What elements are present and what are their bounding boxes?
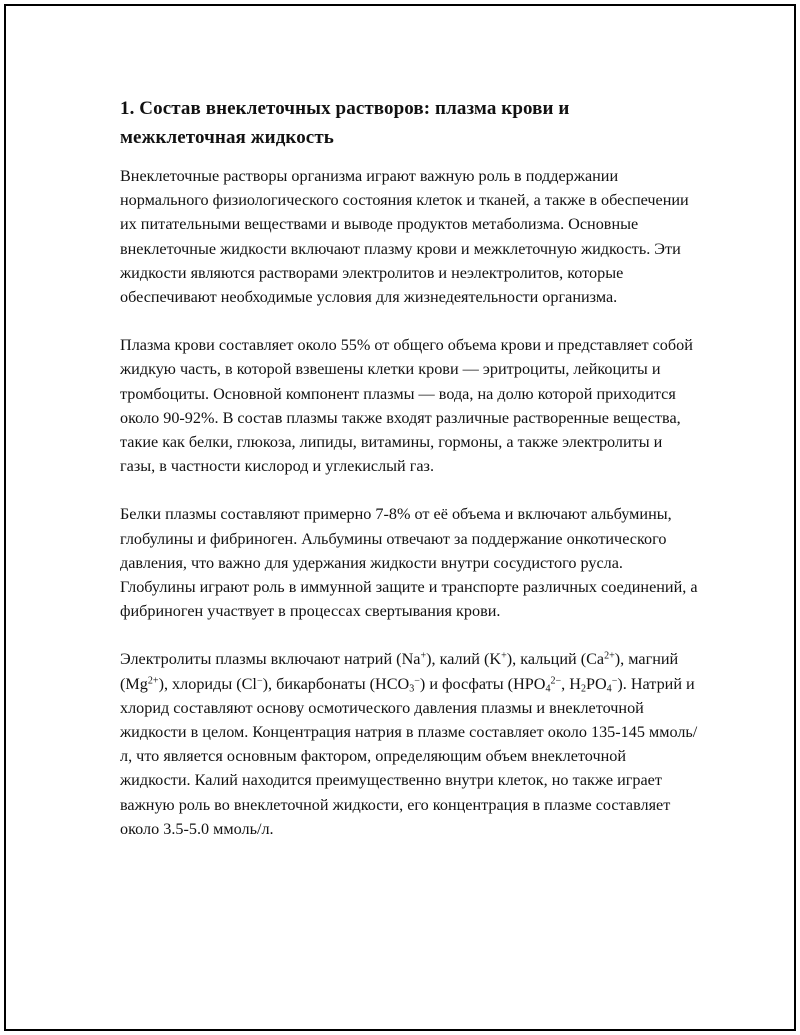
document-page bbox=[4, 4, 796, 1031]
paragraph-blood-plasma: Плазма крови составляет около 55% от общего объема крови и представляет собой жидкую часть, в которой взвешены клетки крови — эритроциты, лейкоциты и тромбоциты. Основной компонент плазмы — вода, на долю которой приходится около 90-92%. В состав плазмы также входят различные растворенные вещества, такие как белки, глюкоза, липиды, витамины, гормоны, а также электролиты и газы, в частности кислород и углекислый газ. bbox=[120, 336, 693, 476]
paragraph-plasma-electrolytes: Электролиты плазмы включают натрий (Na+), калий (K+), кальций $(Ca^{2+})$, магний $(Mg^{2+})$, хлориды (Cl−), бикарбонаты $(HCO_3^-)$ и фосфаты ($HPO_4^{2-}$, $H_2PO_4^-$). Натрий и хлорид составляют основу осмотического давления плазмы и внеклеточной жидкости в целом. Концентрация натрия в плазме составляет около 135-145 ммоль/л, что является основным фактором, определяющим объем внеклеточной жидкости. Калий находится преимущественно внутри клеток, но также играет важную роль во внеклеточной жидкости, его концентрация в плазме составляет около 3.5-5.0 ммоль/л. bbox=[120, 650, 698, 838]
paragraph-extracellular-solutions: Внеклеточные растворы организма играют важную роль в поддержании нормального физиологического состояния клеток и тканей, а также в обеспечении их питательными веществами и выводе продуктов метаболизма. Основные внеклеточные жидкости включают плазму крови и межклеточную жидкость. Эти жидкости являются растворами электролитов и неэлектролитов, которые обеспечивают необходимые условия для жизнедеятельности организма. bbox=[120, 167, 689, 307]
document-content bbox=[120, 94, 700, 865]
section-heading: 1. Состав внеклеточных растворов: плазма крови и межклеточная жидкость bbox=[120, 98, 570, 148]
paragraph-plasma-proteins: Белки плазмы составляют примерно 7-8% от её объема и включают альбумины, глобулины и фибриноген. Альбумины отвечают за поддержание онкотического давления, что важно для удержания жидкости внутри сосудистого русла. Глобулины играют роль в иммунной защите и транспорте различных соединений, а фибриноген участвует в процессах свертывания крови. bbox=[120, 505, 698, 621]
